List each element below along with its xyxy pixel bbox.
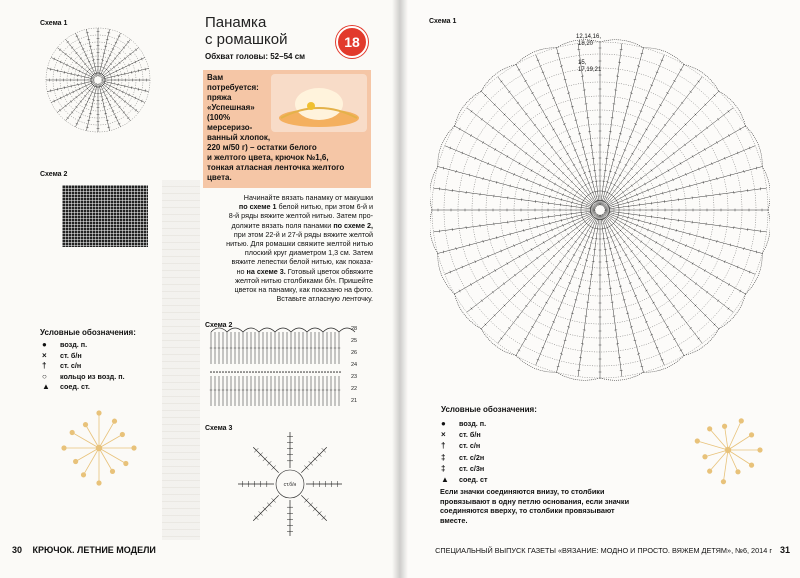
legend-symbol-icon: †	[42, 361, 47, 370]
legend-symbol-icon: ▲	[42, 382, 50, 391]
legend-row	[42, 351, 82, 360]
title-line1: Панамка	[205, 14, 267, 31]
materials-line: цвета.	[207, 173, 232, 182]
instruction-line: при этом 22-й и 27-й ряды вяжите желтой	[233, 229, 373, 239]
instruction-line: вяжите лепестки белой нитью, как показа-	[231, 257, 373, 267]
legend-row	[441, 453, 484, 462]
row-label-2: 15,	[578, 60, 587, 66]
legend-symbol-icon: ×	[42, 350, 47, 360]
note-line: вместе.	[440, 515, 468, 525]
legend-label: ст. с/н	[459, 441, 481, 451]
materials-box	[203, 70, 371, 188]
legend-symbol-icon: ●	[441, 419, 446, 428]
materials-line: ванный хлопок,	[207, 133, 271, 142]
materials-line: «Успешная»	[207, 103, 255, 112]
instruction-line: цветок на панамку, как показано на фото.	[234, 285, 373, 295]
legend-symbol-icon: ×	[441, 430, 446, 440]
instruction-line: нитью. Для ромашки свяжите желтой нитью	[226, 239, 373, 249]
page-gutter	[392, 0, 408, 578]
legend-symbol-icon: ○	[42, 371, 47, 381]
left-footer-title: КРЮЧОК. ЛЕТНИЕ МОДЕЛИ	[32, 545, 156, 555]
right-page-number: 31	[779, 545, 790, 555]
materials-line: (100%	[207, 113, 231, 122]
legend-row	[441, 441, 480, 450]
hat-photo	[271, 74, 367, 132]
materials-line: Вам	[207, 73, 224, 82]
schema3-daisy-diagram	[220, 428, 360, 540]
note-line: провязывают в одну петлю основания, если значки	[440, 496, 630, 506]
instruction-line: Вставьте атласную ленточку.	[276, 294, 373, 304]
left-legend-title: Условные обозначения:	[40, 328, 136, 337]
legend-label: соед. ст	[459, 475, 488, 484]
legend-label: ст. с/н	[60, 361, 82, 370]
daisy-center-label: ст.б/н	[283, 482, 297, 488]
left-footer	[12, 545, 156, 555]
legend-label: возд. п.	[459, 419, 487, 428]
right-footer	[435, 545, 790, 555]
materials-line: тонкая атласная ленточка желтого	[207, 163, 345, 172]
schema2-grid-diagram	[62, 185, 148, 247]
schema2b-label: Схема 2	[205, 322, 233, 329]
note-line: соединяются вверху, то столбики провязывают	[440, 506, 615, 516]
flower-diagram-icon	[58, 407, 140, 489]
row-number: 25	[351, 338, 358, 344]
materials-line: пряжа	[207, 93, 232, 102]
instruction-line: но на схеме 3. Готовый цветок обвяжите	[236, 266, 373, 276]
legend-symbol-icon: ●	[42, 340, 47, 349]
head-size: Обхват головы: 52–54 см	[205, 52, 306, 61]
legend-label: ст. б/н	[459, 430, 481, 440]
row-label-1: 18,20	[578, 41, 594, 47]
legend-symbol-icon: ‡	[441, 452, 446, 462]
joining-note	[440, 487, 629, 525]
big-round-diagram	[430, 34, 770, 394]
legend-symbol-icon: ‡	[441, 463, 446, 473]
legend-label: соед. ст.	[60, 382, 90, 391]
legend-row	[42, 382, 90, 391]
right-footer-text: СПЕЦИАЛЬНЫЙ ВЫПУСК ГАЗЕТЫ «ВЯЗАНИЕ: МОДНО И ПРОСТО. ВЯЖЕМ ДЕТЯМ», №6, 2014 г	[435, 545, 772, 555]
instruction-line: 8-й ряды вяжите желтой нитью. Затем про-	[228, 211, 373, 221]
materials-line: 220 м/50 г) – остатки белого	[207, 143, 317, 152]
row-number: 26	[351, 350, 358, 356]
row-number: 22	[351, 386, 358, 392]
schema1-round-diagram	[42, 24, 154, 136]
flower-diagram-icon	[690, 412, 766, 488]
right-schema1-label: Схема 1	[429, 18, 457, 25]
schema2-brim-diagram	[205, 324, 375, 410]
legend-label: ст. с/2н	[459, 452, 485, 462]
instruction-line: желтой нитью столбиками б/н. Пришейте	[235, 275, 373, 285]
legend-symbol-icon: †	[441, 441, 446, 451]
instruction-line: по схеме 1 белой нитью, при этом 6-й и	[238, 202, 373, 212]
schema3-label: Схема 3	[205, 425, 233, 432]
legend-row	[42, 361, 81, 370]
row-label-3: 17,19,21	[578, 67, 602, 73]
instruction-line: должите вязать поля панамки по схеме 2,	[231, 220, 373, 230]
number-badge: 18	[336, 26, 368, 58]
row-number: 21	[351, 398, 358, 404]
title-line2: с ромашкой	[205, 31, 288, 48]
materials-line: мерсеризо-	[207, 123, 253, 132]
background-page-edge	[162, 180, 200, 540]
note-line: Если значки соединяются внизу, то столбики	[440, 487, 605, 496]
legend-row	[441, 419, 486, 428]
legend-row	[441, 464, 484, 473]
row-label-0: 12,14,16,	[576, 34, 602, 40]
hat-photo-icon	[271, 74, 367, 132]
legend-label: возд. п.	[60, 340, 88, 349]
materials-line: потребуется:	[207, 83, 259, 92]
legend-row	[42, 340, 87, 349]
legend-row	[42, 372, 125, 381]
legend-row	[441, 430, 481, 439]
row-number: 23	[351, 374, 358, 380]
legend-label: кольцо из возд. п.	[60, 371, 125, 381]
materials-line: и желтого цвета, крючок №1,6,	[207, 153, 329, 162]
instruction-line: плоский круг диаметром 1,3 см. Затем	[244, 248, 373, 258]
pattern-title	[205, 14, 288, 48]
schema1-label: Схема 1	[40, 20, 68, 27]
instructions-text	[203, 193, 373, 303]
legend-symbol-icon: ▲	[441, 475, 449, 484]
instruction-line: Начинайте вязать панамку от макушки	[243, 193, 373, 202]
right-legend-title: Условные обозначения:	[441, 405, 537, 414]
left-page-number: 30	[12, 545, 23, 555]
legend-row	[441, 475, 487, 484]
schema2-label: Схема 2	[40, 171, 68, 178]
row-number: 24	[351, 362, 358, 368]
row-number: 28	[351, 326, 358, 332]
legend-label: ст. б/н	[60, 350, 82, 360]
legend-label: ст. с/3н	[459, 463, 485, 473]
